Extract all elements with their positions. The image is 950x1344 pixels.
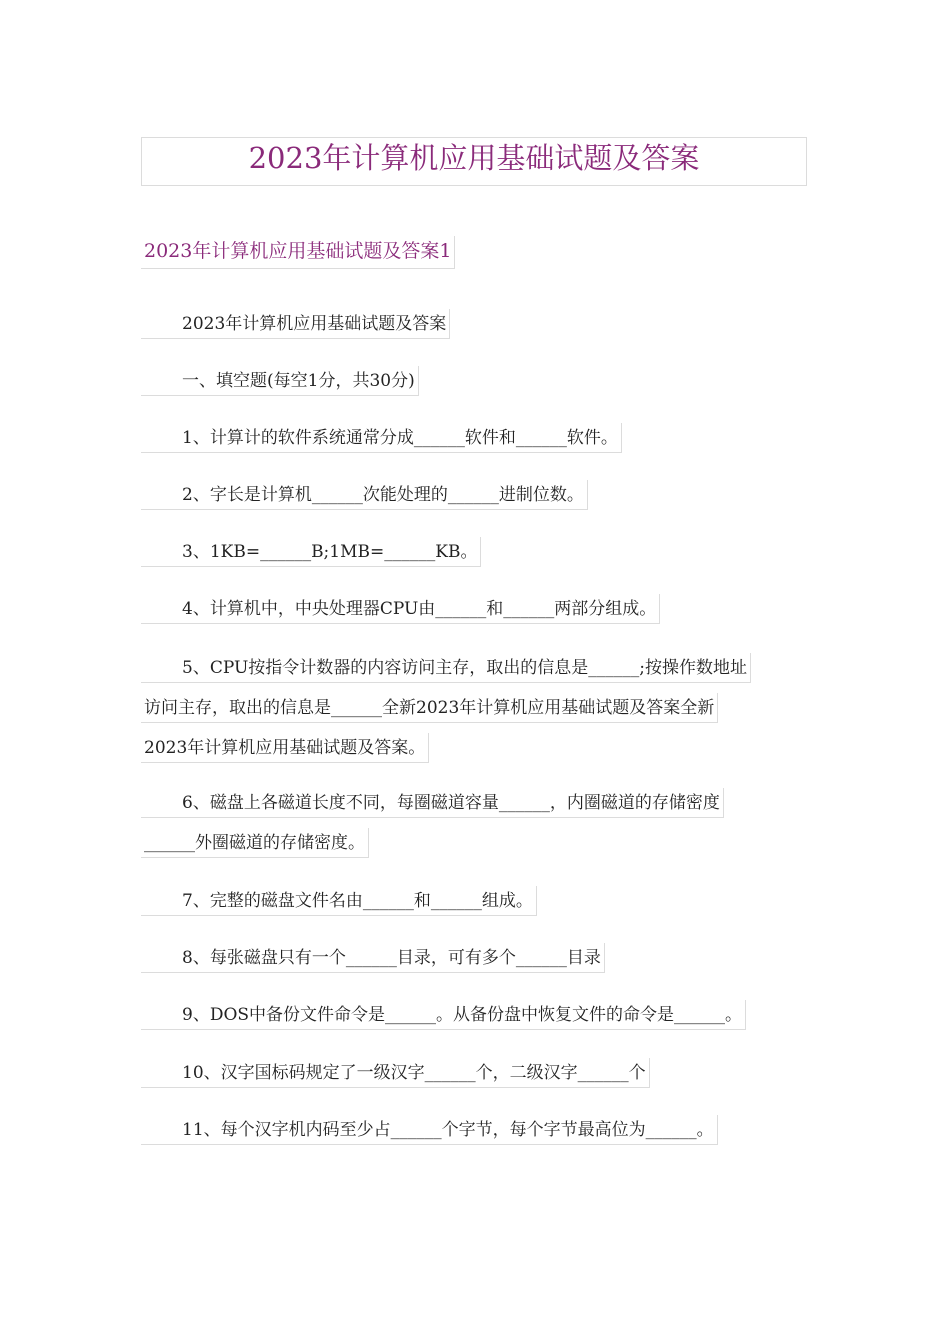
question-6 bbox=[141, 788, 724, 868]
paragraph-line: 3、1KB=______B;1MB=______KB。 bbox=[141, 537, 481, 567]
question-1 bbox=[141, 423, 622, 453]
question-2 bbox=[141, 480, 588, 510]
paragraph-line: 访问主存，取出的信息是______全新2023年计算机应用基础试题及答案全新 bbox=[141, 693, 718, 723]
question-4 bbox=[141, 594, 660, 624]
paragraph-line: ______外圈磁道的存储密度。 bbox=[141, 828, 369, 858]
paragraph-line: 2、字长是计算机______次能处理的______进制位数。 bbox=[141, 480, 588, 510]
document-title: 2023年计算机应用基础试题及答案 bbox=[141, 137, 807, 186]
paragraph-line: 2023年计算机应用基础试题及答案 bbox=[141, 309, 450, 339]
question-9 bbox=[141, 1000, 746, 1030]
question-3 bbox=[141, 537, 481, 567]
paragraph-line: 8、每张磁盘只有一个______目录，可有多个______目录 bbox=[141, 943, 605, 973]
paragraph-heading bbox=[141, 309, 450, 339]
question-5 bbox=[141, 653, 751, 773]
paragraph-line: 9、DOS中备份文件命令是______。从备份盘中恢复文件的命令是______。 bbox=[141, 1000, 746, 1030]
section-title: 2023年计算机应用基础试题及答案1 bbox=[141, 236, 455, 269]
paragraph-line: 5、CPU按指令计数器的内容访问主存，取出的信息是______;按操作数地址 bbox=[141, 653, 751, 683]
paragraph-line: 10、汉字国标码规定了一级汉字______个，二级汉字______个 bbox=[141, 1058, 650, 1088]
question-7 bbox=[141, 886, 537, 916]
paragraph-line: 1、计算计的软件系统通常分成______软件和______软件。 bbox=[141, 423, 622, 453]
question-10 bbox=[141, 1058, 650, 1088]
paragraph-line: 4、计算机中，中央处理器CPU由______和______两部分组成。 bbox=[141, 594, 660, 624]
paragraph-line: 11、每个汉字机内码至少占______个字节，每个字节最高位为______。 bbox=[141, 1115, 718, 1145]
paragraph-section-heading bbox=[141, 366, 419, 396]
question-8 bbox=[141, 943, 605, 973]
paragraph-line: 6、磁盘上各磁道长度不同，每圈磁道容量______，内圈磁道的存储密度 bbox=[141, 788, 724, 818]
paragraph-line: 2023年计算机应用基础试题及答案。 bbox=[141, 733, 429, 763]
paragraph-line: 一、填空题(每空1分，共30分) bbox=[141, 366, 419, 396]
paragraph-line: 7、完整的磁盘文件名由______和______组成。 bbox=[141, 886, 537, 916]
question-11 bbox=[141, 1115, 718, 1145]
